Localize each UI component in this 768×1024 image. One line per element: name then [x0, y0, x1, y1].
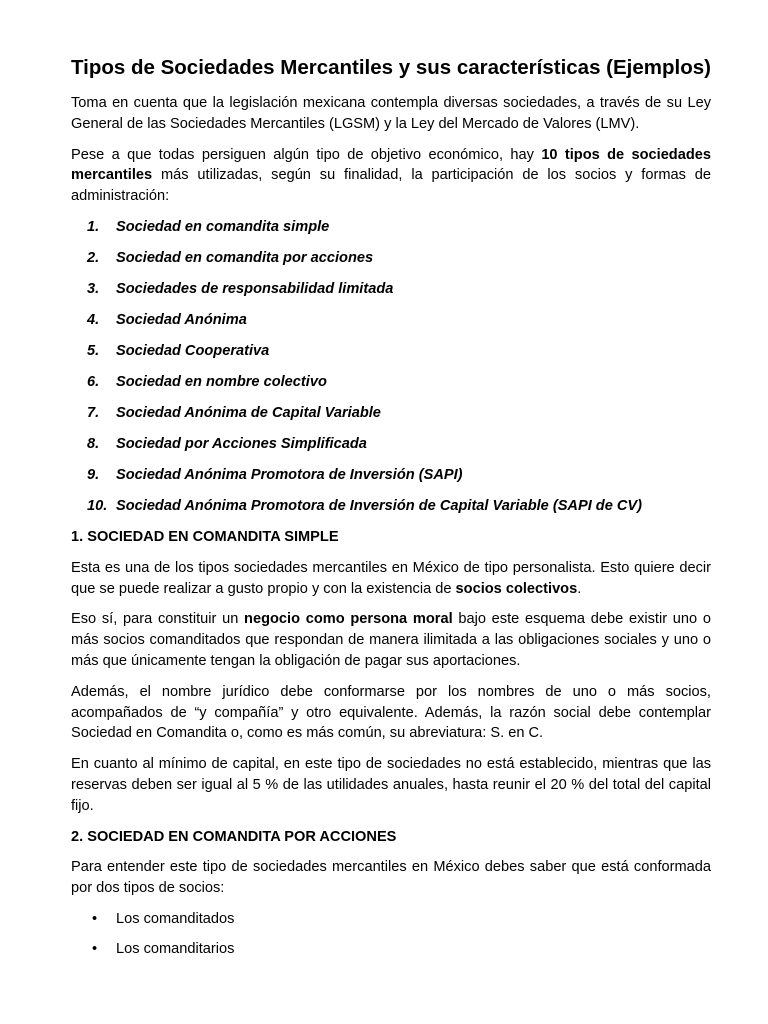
- list-item: [71, 217, 711, 248]
- society-types-list: [71, 217, 711, 527]
- section-1-p2-after: bajo este esquema debe existir uno o más socios comanditados que respondan de manera ilimitada a las obligaciones sociales y uno o más que únicamente tengan la obligación de pagar sus aportaciones.: [71, 611, 711, 669]
- list-item-label: Sociedad Anónima Promotora de Inversión de Capital Variable (SAPI de CV): [116, 497, 643, 514]
- list-item-label: Sociedad Anónima: [116, 311, 247, 328]
- list-item-number: 7.: [87, 404, 100, 421]
- section-1-paragraph-2: [71, 609, 711, 671]
- section-1-paragraph-4: En cuanto al mínimo de capital, en este tipo de sociedades no está establecido, mientras que las reservas deben ser igual al 5 % de las utilidades anuales, hasta reunir el 20 % del total del capital fijo.: [71, 756, 711, 814]
- list-item-label: Sociedad Anónima de Capital Variable: [116, 404, 381, 421]
- list-item-label: Sociedad Cooperativa: [116, 342, 270, 359]
- list-item-label: Sociedad en nombre colectivo: [116, 373, 327, 390]
- bullet-icon: •: [92, 940, 98, 957]
- list-item: [71, 279, 711, 310]
- section-1-p1-bold: socios colectivos: [455, 580, 578, 597]
- summary-bold-text: 10 tipos de sociedades mercantiles: [71, 146, 711, 184]
- list-item-label: Sociedad por Acciones Simplificada: [116, 435, 367, 452]
- section-1-p2-bold: negocio como persona moral: [244, 611, 453, 628]
- list-item-label: Sociedad en comandita por acciones: [116, 249, 374, 266]
- list-item: [71, 403, 711, 434]
- list-item-label: Los comanditados: [116, 910, 235, 927]
- list-item-label: Sociedades de responsabilidad limitada: [116, 280, 394, 297]
- list-item: [71, 496, 711, 527]
- list-item-number: 2.: [87, 249, 100, 266]
- list-item: [71, 341, 711, 372]
- section-1-p2-before: Eso sí, para constituir un: [71, 611, 245, 628]
- list-item-number: 6.: [87, 373, 100, 390]
- summary-text-before: Pese a que todas persiguen algún tipo de objetivo económico, hay: [71, 146, 542, 163]
- list-item: [71, 434, 711, 465]
- list-item: [71, 372, 711, 403]
- list-item: [71, 248, 711, 279]
- section-1-heading: 1. SOCIEDAD EN COMANDITA SIMPLE: [71, 528, 339, 545]
- list-item: [71, 939, 711, 969]
- partner-types-list: [71, 909, 711, 969]
- list-item-number: 8.: [87, 435, 100, 452]
- section-1-paragraph-3: Además, el nombre jurídico debe conformarse por los nombres de uno o más socios, acompañados de “y compañía” y otro equivalente. Además, la razón social debe contemplar Sociedad en Comandita o, como es más común, su abreviatura: S. en C.: [71, 683, 711, 742]
- intro-paragraph: Toma en cuenta que la legislación mexicana contempla diversas sociedades, a través de su Ley General de las Sociedades Mercantiles (LGSM) y la Ley del Mercado de Valores (LMV).: [71, 95, 711, 132]
- summary-paragraph: [71, 145, 711, 207]
- section-2-heading: 2. SOCIEDAD EN COMANDITA POR ACCIONES: [71, 828, 397, 845]
- list-item-number: 5.: [87, 342, 100, 359]
- list-item-label: Sociedad Anónima Promotora de Inversión (SAPI): [116, 466, 463, 483]
- list-item: [71, 465, 711, 496]
- section-2-paragraph-1: Para entender este tipo de sociedades mercantiles en México debes saber que está conformada por dos tipos de socios:: [71, 859, 711, 897]
- list-item-number: 3.: [87, 280, 100, 297]
- list-item: [71, 909, 711, 939]
- section-1-paragraph-1: [71, 558, 711, 600]
- list-item-number: 10.: [87, 497, 108, 514]
- list-item-label: Sociedad en comandita simple: [116, 218, 330, 235]
- section-1-p1-after: .: [577, 580, 582, 597]
- bullet-icon: •: [92, 910, 98, 927]
- list-item-number: 4.: [87, 311, 100, 328]
- list-item: [71, 310, 711, 341]
- list-item-label: Los comanditarios: [116, 940, 235, 957]
- section-1-p1-before: Esta es una de los tipos sociedades mercantiles en México de tipo personalista. Esto quiere decir que se puede realizar a gusto propio y con la existencia de: [71, 559, 711, 597]
- page-title: Tipos de Sociedades Mercantiles y sus características (Ejemplos): [71, 56, 711, 79]
- summary-text-after: más utilizadas, según su finalidad, la participación de los socios y formas de administración:: [71, 167, 711, 205]
- list-item-number: 1.: [87, 218, 100, 235]
- list-item-number: 9.: [87, 466, 100, 483]
